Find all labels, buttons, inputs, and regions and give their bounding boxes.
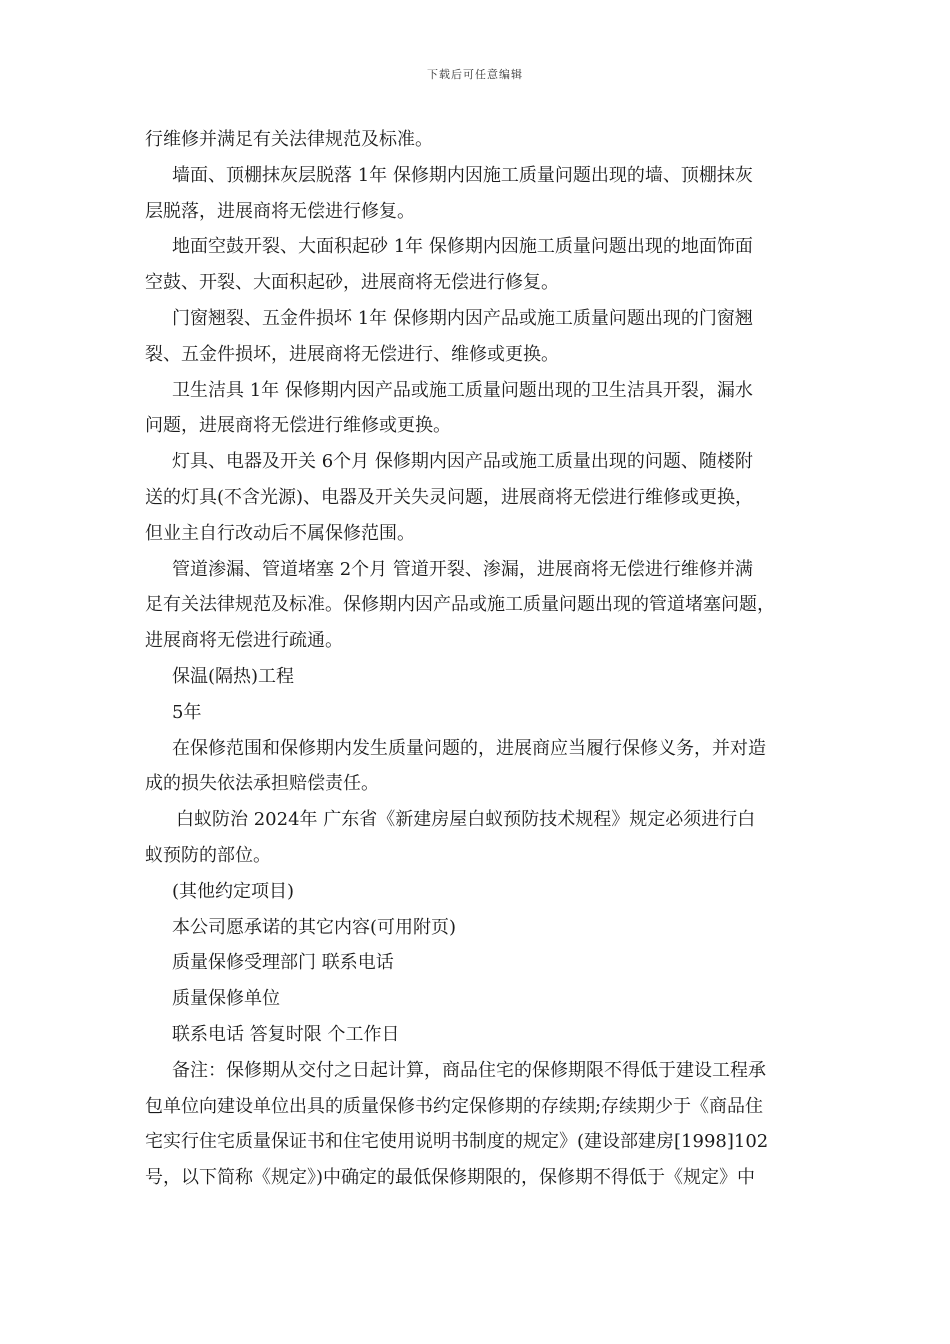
- paragraph-line: 门窗翘裂、五金件损坏 1年 保修期内因产品或施工质量问题出现的门窗翘: [172, 307, 753, 329]
- paragraph-line: 号，以下简称《规定》)中确定的最低保修期限的，保修期不得低于《规定》中: [145, 1167, 756, 1189]
- paragraph-line: 宅实行住宅质量保证书和住宅使用说明书制度的规定》(建设部建房[1998]102: [145, 1131, 769, 1153]
- paragraph-line: 行维修并满足有关法律规范及标准。: [145, 129, 433, 150]
- paragraph-line: 保温(隔热)工程: [172, 665, 295, 687]
- paragraph-line: 空鼓、开裂、大面积起砂，进展商将无偿进行修复。: [145, 272, 559, 294]
- paragraph-line: 质量保修单位: [172, 988, 280, 1010]
- paragraph-line: 灯具、电器及开关 6个月 保修期内因产品或施工质量出现的问题、随楼附: [172, 451, 753, 473]
- paragraph-line: 进展商将无偿进行疏通。: [145, 630, 343, 652]
- document-body: [145, 122, 825, 1196]
- paragraph-line: 裂、五金件损坏，进展商将无偿进行、维修或更换。: [145, 343, 559, 365]
- paragraph-line: 备注：保修期从交付之日起计算，商品住宅的保修期限不得低于建设工程承: [172, 1059, 766, 1081]
- paragraph-line: 足有关法律规范及标准。保修期内因产品或施工质量问题出现的管道堵塞问题，: [145, 594, 775, 616]
- paragraph-line: 地面空鼓开裂、大面积起砂 1年 保修期内因施工质量问题出现的地面饰面: [172, 236, 753, 258]
- paragraph-line: 送的灯具(不含光源)、电器及开关失灵问题，进展商将无偿进行维修或更换，: [145, 486, 754, 508]
- paragraph-line: 5年: [172, 701, 202, 723]
- paragraph-line: 在保修范围和保修期内发生质量问题的，进展商应当履行保修义务，并对造: [172, 737, 766, 759]
- paragraph-line: 联系电话 答复时限 个工作日: [172, 1023, 400, 1045]
- paragraph-line: 成的损失依法承担赔偿责任。: [145, 773, 379, 795]
- paragraph-line: 问题，进展商将无偿进行维修或更换。: [145, 415, 451, 437]
- page-header: 下载后可任意编辑: [427, 68, 523, 81]
- paragraph-line: 卫生洁具 1年 保修期内因产品或施工质量问题出现的卫生洁具开裂，漏水: [172, 379, 753, 401]
- paragraph-line: 墙面、顶棚抹灰层脱落 1年 保修期内因施工质量问题出现的墙、顶棚抹灰: [172, 164, 753, 186]
- paragraph-line: (其他约定项目): [172, 880, 295, 902]
- paragraph-line: 但业主自行改动后不属保修范围。: [145, 522, 415, 544]
- paragraph-line: 管道渗漏、管道堵塞 2个月 管道开裂、渗漏，进展商将无偿进行维修并满: [172, 558, 753, 580]
- paragraph-line: 包单位向建设单位出具的质量保修书约定保修期的存续期;存续期少于《商品住: [145, 1095, 764, 1117]
- paragraph-line: 蚁预防的部位。: [145, 844, 271, 866]
- paragraph-line: 质量保修受理部门 联系电话: [172, 952, 394, 974]
- paragraph-line: 白蚁防治 2024年 广东省《新建房屋白蚁预防技术规程》规定必须进行白: [176, 809, 756, 831]
- paragraph-line: 层脱落，进展商将无偿进行修复。: [145, 200, 415, 222]
- paragraph-line: 本公司愿承诺的其它内容(可用附页): [172, 916, 457, 938]
